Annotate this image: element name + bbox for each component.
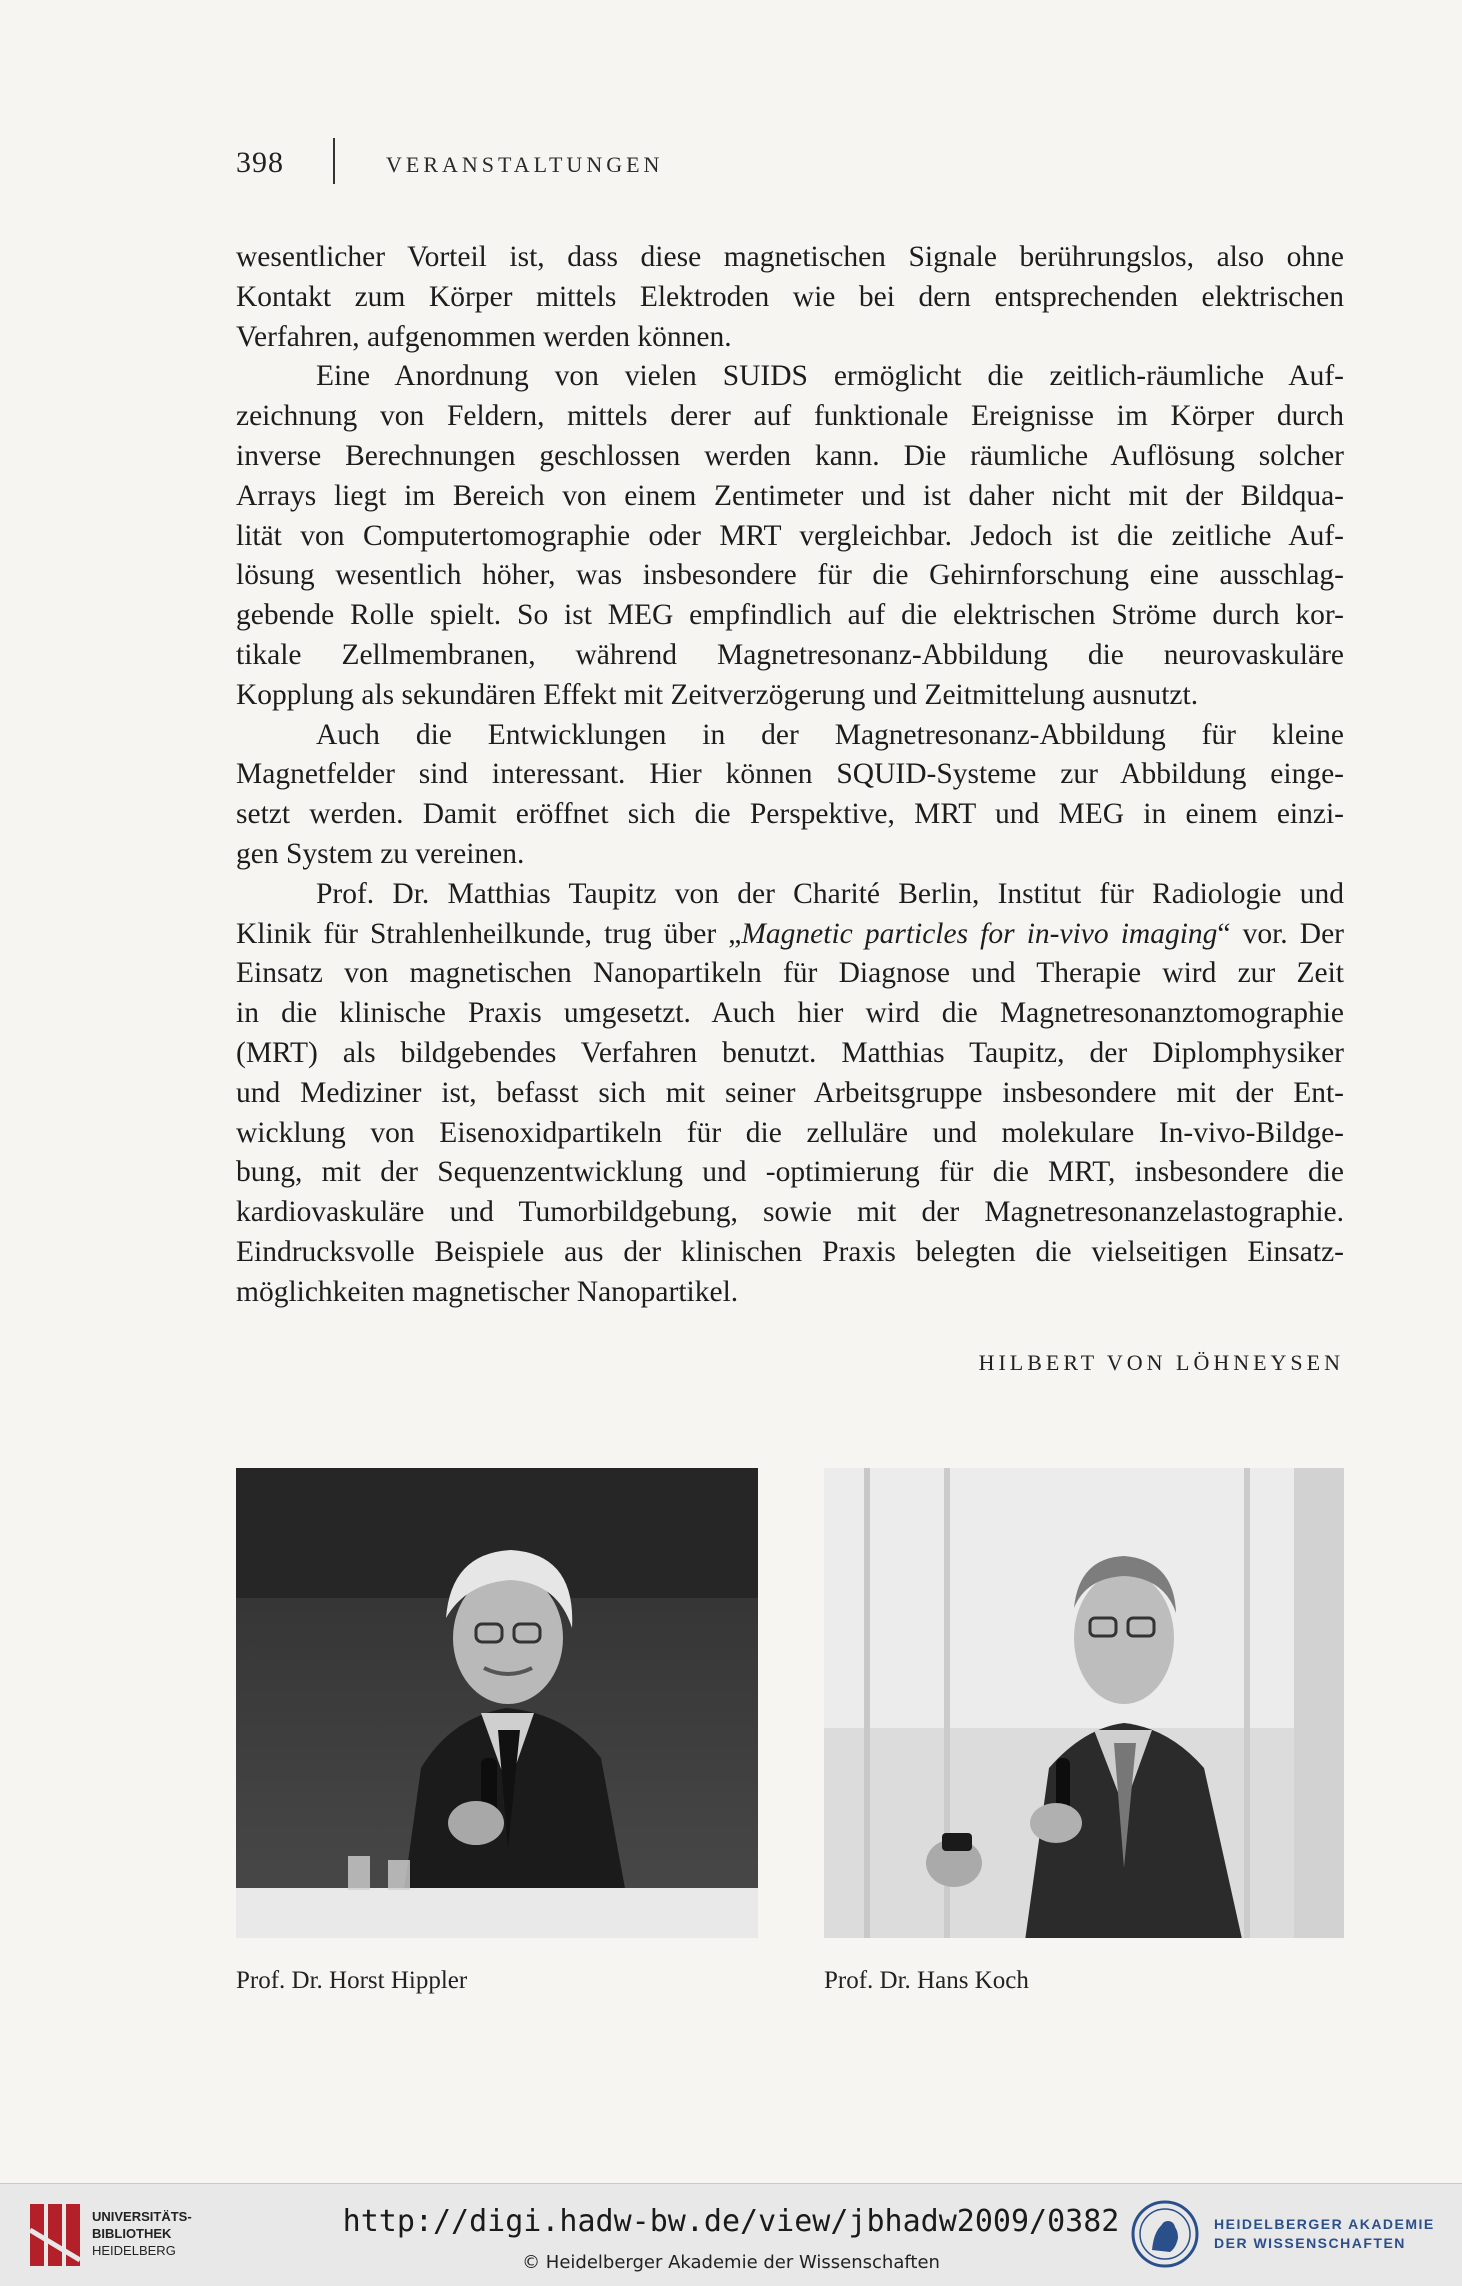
academy-name (1214, 2215, 1435, 2253)
library-name-line: HEIDELBERG (92, 2243, 176, 2258)
document-url-link[interactable]: http://digi.hadw-bw.de/view/jbhadw2009/0382 (342, 2204, 1120, 2239)
text-line: bung, mit der Sequenzentwicklung und -optimierung für die MRT, insbesondere die (236, 1156, 1344, 1189)
text-line: und Mediziner ist, befasst sich mit seiner Arbeitsgruppe insbesondere mit der Ent- (236, 1076, 1344, 1109)
text-line: möglichkeiten magnetischer Nanopartikel. (236, 1275, 739, 1308)
text-line: Arrays liegt im Bereich von einem Zentimeter und ist daher nicht mit der Bildqua- (236, 479, 1344, 512)
running-head: VERANSTALTUNGEN (386, 152, 664, 177)
text-segment: Klinik für Strahlenheilkunde, trug über „ (236, 917, 742, 950)
text-line: Kopplung als sekundären Effekt mit Zeitverzögerung und Zeitmittelung ausnutzt. (236, 678, 1199, 711)
text-line: gen System zu vereinen. (236, 837, 525, 870)
academy-name-line: HEIDELBERGER AKADEMIE (1214, 2216, 1435, 2232)
page-header (236, 138, 1336, 186)
copyright-notice: © Heidelberger Akademie der Wissenschaften (522, 2252, 940, 2273)
text-line: Verfahren, aufgenommen werden können. (236, 320, 732, 353)
text-line: lität von Computertomographie oder MRT vergleichbar. Jedoch ist die zeitliche Auf- (236, 519, 1344, 552)
text-line: inverse Berechnungen geschlossen werden kann. Die räumliche Auflösung solcher (236, 439, 1344, 472)
photo-caption: Prof. Dr. Hans Koch (824, 1967, 1029, 1994)
text-line-with-title (236, 915, 1344, 955)
academy-name-line: DER WISSENSCHAFTEN (1214, 2235, 1406, 2251)
text-line: lösung wesentlich höher, was insbesondere für die Gehirnforschung eine ausschlag- (236, 559, 1344, 592)
text-line: wicklung von Eisenoxidpartikeln für die zelluläre und molekulare In-vivo-Bildge- (236, 1116, 1344, 1149)
page-number: 398 (236, 146, 284, 179)
text-line: Auch die Entwicklungen in der Magnetresonanz-Abbildung für kleine (316, 718, 1344, 751)
photo-caption: Prof. Dr. Horst Hippler (236, 1967, 468, 1994)
text-line: wesentlicher Vorteil ist, dass diese magnetischen Signale berührungslos, also ohne (236, 241, 1344, 273)
text-line: tikale Zellmembranen, während Magnetresonanz-Abbildung die neurovaskuläre (236, 638, 1344, 671)
text-line: Einsatz von magnetischen Nanopartikeln für Diagnose und Therapie wird zur Zeit (236, 957, 1344, 990)
library-name-line: UNIVERSITÄTS- (92, 2209, 192, 2224)
text-line: Magnetfelder sind interessant. Hier können SQUID-Systeme zur Abbildung einge- (236, 758, 1344, 791)
text-line: in die klinische Praxis umgesetzt. Auch hier wird die Magnetresonanztomographie (236, 997, 1344, 1030)
lecture-title: Magnetic particles for in-vivo imaging (741, 917, 1218, 950)
text-line: setzt werden. Damit eröffnet sich die Perspektive, MRT und MEG in einem einzi- (236, 798, 1344, 831)
text-segment: “ vor. Der (1217, 917, 1344, 950)
text-line: gebende Rolle spielt. So ist MEG empfindlich auf die elektrischen Ströme durch kor- (236, 599, 1344, 632)
text-line: Eine Anordnung von vielen SUIDS ermöglicht die zeitlich-räumliche Auf- (316, 360, 1344, 393)
body-text (236, 238, 1344, 1313)
photo-hans-koch (824, 1468, 1344, 1938)
photo-horst-hippler (236, 1468, 758, 1938)
text-line: Eindrucksvolle Beispiele aus der klinischen Praxis belegten die vielseitigen Einsatz- (236, 1235, 1344, 1268)
library-name-line: BIBLIOTHEK (92, 2226, 172, 2241)
text-line: zeichnung von Feldern, mittels derer auf funktionale Ereignisse im Körper durch (236, 400, 1344, 433)
text-line: Kontakt zum Körper mittels Elektroden wie bei dern entsprechenden elektrischen (236, 280, 1344, 313)
text-line: Prof. Dr. Matthias Taupitz von der Charité Berlin, Institut für Radiologie und (316, 877, 1344, 910)
author-signature: HILBERT VON LÖHNEYSEN (978, 1350, 1344, 1375)
text-line: (MRT) als bildgebendes Verfahren benutzt. Matthias Taupitz, der Diplomphysiker (236, 1036, 1344, 1069)
footer-bar (0, 2183, 1462, 2286)
header-divider (333, 138, 335, 184)
academy-seal-icon (1130, 2198, 1200, 2270)
text-line: kardiovaskuläre und Tumorbildgebung, sowie mit der Magnetresonanzelastographie. (236, 1196, 1344, 1229)
